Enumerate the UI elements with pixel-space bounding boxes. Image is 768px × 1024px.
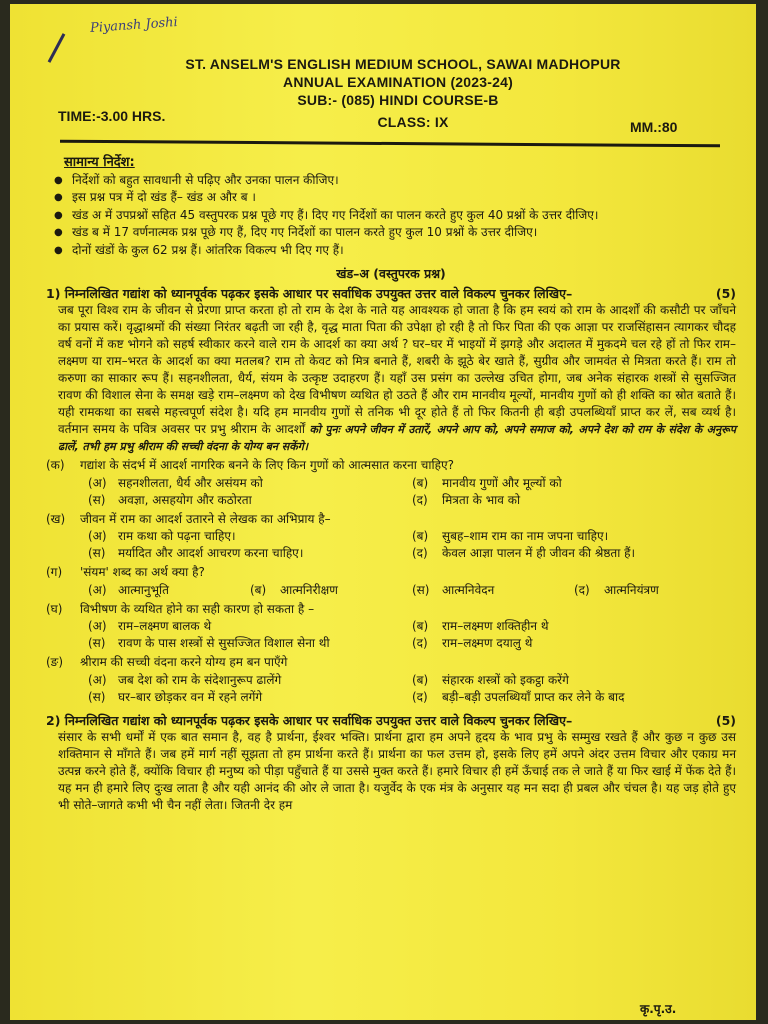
- sub-question-label: (ङ): [46, 655, 64, 669]
- option: [412, 492, 736, 509]
- time-allowed: TIME:-3.00 HRS.: [58, 108, 166, 124]
- option: [412, 545, 736, 562]
- option: [88, 492, 412, 509]
- option-label: (द): [574, 582, 590, 597]
- sub-question-label: (क): [46, 458, 65, 472]
- question-1-text: 1) निम्नलिखित गद्यांश को ध्यानपूर्वक पढ़कर इसके आधार पर सर्वाधिक उपयुक्त उत्तर वाले विकल्प चुनकर लिखिए–: [46, 285, 573, 301]
- option-text: आत्मनिरीक्षण: [280, 582, 338, 597]
- option-text: केवल आज्ञा पालन में ही जीवन की श्रेष्ठता हैं।: [442, 546, 636, 560]
- option-label: (स): [88, 689, 106, 704]
- sub-question-label: (ख): [46, 511, 66, 526]
- question-2-passage: संसार के सभी धर्मों में एक बात समान है, वह है प्रार्थना, ईश्वर भक्ति। प्रार्थना द्वारा हम अपने हृदय के भाव प्रभु के सम्मुख रखते हैं और कुछ न कुछ उस शक्तिमान से माँगते हैं। जब हमें मार्ग नहीं सूझता तो हम प्रार्थना करते हैं। प्रार्थना का फल उत्तम हो, इसके लिए हमें अपने अंदर उत्तम विचार और एकाग्र मन उत्पन्न करने होते हैं, क्योंकि विचार ही मनुष्य को पीड़ा पहुँचाते हैं या उससे मुक्त करते हैं। हमारे विचार ही हमें ऊँचाई तक ले जाते हैं या फिर खाई में फेंक देते हैं। यह मन ही हमारे लिए दुःख लाता है और यही आनंद की ओर ले जाता है। यजुर्वेद के एक मंत्र के अनुसार यह मन सदा ही प्रबल और चंचल है। यह जड़ होते हुए भी सोते–जागते कभी भी चैन नहीं लेता। जितनी देर हम: [58, 730, 736, 812]
- option-text: राम–लक्ष्मण शक्तिहीन थे: [442, 619, 549, 633]
- paper-content: [46, 154, 736, 814]
- option-label: (ब): [412, 475, 429, 490]
- instructions-title: सामान्य निर्देश:: [64, 155, 135, 170]
- option-text: आत्मनिवेदन: [442, 582, 495, 597]
- sub-question: [46, 564, 736, 582]
- sub-question: [46, 511, 736, 529]
- option: [412, 582, 574, 599]
- question-1-passage: [46, 302, 736, 455]
- option: [412, 689, 736, 706]
- passage-text: जब पूरा विश्व राम के जीवन से प्रेरणा प्राप्त करता हो तो राम के देश के नाते यह आवश्यक हो जाता है कि हम स्वयं को राम के आदर्शों की कसौटी पर जाँचने का प्रयास करें। वृद्धाश्रमों की संख्या निरंतर बढ़ती जा रही है, वृद्ध माता पिता की उपेक्षा हो रही है तो फिर पिता की एक आज्ञा पर राजसिंहासन त्यागकर चौदह वर्ष वनों में कष्ट भोगने को सहर्ष स्वीकार करने वाले राम के आदर्श का क्या अर्थ ? घर–घर में भाइयों में झगड़े और अदालत में मुकदमे चल रहे हों तो फिर राम–लक्ष्मण या राम–भरत के आदर्श का क्या मतलब? राम तो केवट को मित्र बनाते हैं, शबरी के झूठे बेर खाते हैं, सुग्रीव और जामवंत से मित्रता करते हैं। राम तो करुणा का साकार रूप हैं। सहनशीलता, धैर्य, संयम के उत्कृष्ट उदाहरण हैं। यहाँ उस प्रसंग का उल्लेख उचित होगा, जब अनेक संहारक शस्त्रों से सुसज्जित रावण की विशाल सेना के समक्ष खड़े राम–लक्ष्मण को देख विभीषण व्यथित हो उठते हैं और राम मानवीय मूल्यों, मानवीय गुणों को ही शक्ति का स्रोत बताते हैं। यही रामकथा का सबसे महत्त्वपूर्ण संदेश है। यदि हम मानवीय गुणों से तनिक भी दूर होते हैं तो फिर कितनी ही बड़ी उपलब्धियाँ प्राप्त कर लें, सब व्यर्थ है। वर्तमान समय के पवित्र अवसर पर प्रभु श्रीराम के आदर्शों: [58, 303, 736, 436]
- question-1-marks: (5): [715, 285, 736, 301]
- option-text: रावण के पास शस्त्रों से सुसज्जित विशाल सेना थी: [118, 636, 330, 650]
- option-label: (स): [88, 492, 106, 507]
- sub-question-label: (ग): [46, 565, 63, 579]
- option: [88, 528, 412, 545]
- option-label: (द): [412, 636, 428, 650]
- instruction-item: ● खंड अ में उपप्रश्नों सहित 45 वस्तुपरक प्रश्न पूछे गए हैं। दिए गए निर्देशों का पालन करते हुए कुल 40 प्रश्नों के उत्तर दीजिए।: [48, 207, 736, 225]
- instruction-item: ● निर्देशों को बहुत सावधानी से पढ़िए और उनका पालन कीजिए।: [48, 172, 736, 190]
- sub-question: [46, 457, 736, 475]
- option-label: (अ): [88, 619, 107, 633]
- option-label: (स): [412, 582, 430, 597]
- option-label: (अ): [88, 582, 107, 597]
- option-text: जब देश को राम के संदेशानुरूप ढालेंगे: [118, 672, 282, 687]
- options-group: [46, 618, 736, 652]
- option: [412, 672, 736, 689]
- options-group: [46, 672, 736, 706]
- sub-question: [46, 654, 736, 672]
- option: [412, 475, 736, 492]
- option-label: (अ): [88, 672, 107, 687]
- page-turn-note: कृ.पृ.उ.: [640, 1002, 677, 1016]
- option: [574, 582, 736, 599]
- sub-question-label: (घ): [46, 601, 63, 616]
- option-text: संहारक शस्त्रों को इकट्ठा करेंगे: [442, 672, 569, 687]
- option-label: (ब): [250, 582, 267, 597]
- option-label: (स): [88, 636, 106, 650]
- sub-question-text: गद्यांश के संदर्भ में आदर्श नागरिक बनने के लिए किन गुणों को आत्मसात करना चाहिए?: [80, 458, 454, 472]
- option-text: घर–बार छोड़कर वन में रहने लगेंगे: [118, 689, 263, 704]
- sub-question-text: जीवन में राम का आदर्श उतारने से लेखक का अभिप्राय है–: [80, 511, 331, 526]
- option-label: (द): [412, 689, 428, 704]
- option: [412, 528, 736, 545]
- option: [88, 582, 250, 599]
- option-text: सुबह–शाम राम का नाम जपना चाहिए।: [442, 529, 609, 543]
- option-text: मानवीय गुणों और मूल्यों को: [442, 475, 562, 490]
- options-group: [46, 582, 736, 599]
- sub-question-text: विभीषण के व्यथित होने का सही कारण हो सकता है –: [80, 601, 315, 616]
- instruction-item: ● खंड ब में 17 वर्णनात्मक प्रश्न पूछे गए हैं, दिए गए निर्देशों का पालन करते हुए कुल 10 प्रश्नों के उत्तर दीजिए।: [48, 224, 736, 242]
- option-label: (अ): [88, 475, 107, 490]
- option: [88, 672, 412, 689]
- option-text: अवज्ञा, असहयोग और कठोरता: [118, 492, 252, 507]
- option: [88, 618, 412, 635]
- school-name: ST. ANSELM'S ENGLISH MEDIUM SCHOOL, SAWAI MADHOPUR: [185, 56, 621, 72]
- section-a-title: खंड–अ (वस्तुपरक प्रश्न): [336, 266, 446, 281]
- exam-title: ANNUAL EXAMINATION (2023-24): [283, 74, 513, 90]
- question-2-heading: [46, 712, 736, 730]
- option-text: मित्रता के भाव को: [442, 492, 521, 507]
- option: [88, 689, 412, 706]
- question-2-marks: (5): [715, 712, 736, 728]
- question-1-heading: [46, 285, 736, 303]
- option-label: (द): [412, 546, 428, 560]
- option-text: राम कथा को पढ़ना चाहिए।: [118, 529, 236, 543]
- option-text: सहनशीलता, धैर्य और असंयम को: [118, 475, 263, 490]
- option-text: राम–लक्ष्मण बालक थे: [118, 619, 212, 633]
- options-group: [46, 475, 736, 509]
- option: [88, 635, 412, 652]
- passage-italic-text: को पुनः अपने जीवन में उतारें, अपने आप को, अपने समाज को, अपने देश को राम के संदेश के अनुरूप ढालें, तभी हम प्रभु श्रीराम की सच्ची वंदना के योग्य बन सकेंगे।: [58, 423, 736, 453]
- option-label: (ब): [412, 619, 429, 633]
- option: [250, 582, 412, 599]
- instruction-item: ● दोनों खंडों के कुल 62 प्रश्न हैं। आंतरिक विकल्प भी दिए गए हैं।: [48, 242, 736, 260]
- option-label: (द): [412, 492, 428, 507]
- option-text: आत्मानुभूति: [118, 582, 169, 597]
- exam-paper: [10, 4, 756, 1020]
- question-2-text: 2) निम्नलिखित गद्यांश को ध्यानपूर्वक पढ़कर इसके आधार पर सर्वाधिक उपयुक्त उत्तर वाले विकल्प चुनकर लिखिए–: [46, 712, 573, 728]
- option: [88, 545, 412, 562]
- sub-question-text: श्रीराम की सच्ची वंदना करने योग्य हम बन पाएँगे: [80, 655, 288, 669]
- option-label: (स): [88, 546, 106, 560]
- option: [412, 618, 736, 635]
- handwritten-name: Piyansh Joshi: [89, 14, 179, 37]
- max-marks: MM.:80: [630, 119, 678, 135]
- class-line: CLASS: IX: [377, 114, 449, 130]
- option-label: (ब): [412, 672, 429, 687]
- header-divider: [60, 140, 720, 148]
- option-text: मर्यादित और आदर्श आचरण करना चाहिए।: [118, 546, 304, 560]
- options-group: [46, 528, 736, 562]
- subject-line: SUB:- (085) HINDI COURSE-B: [297, 92, 499, 108]
- option: [412, 635, 736, 652]
- option-label: (अ): [88, 529, 107, 543]
- option-text: राम–लक्ष्मण दयालु थे: [442, 636, 533, 650]
- sub-question: [46, 601, 736, 619]
- option: [88, 475, 412, 492]
- sub-question-text: 'संयम' शब्द का अर्थ क्या है?: [80, 565, 205, 579]
- option-label: (ब): [412, 529, 429, 543]
- instruction-item: ● इस प्रश्न पत्र में दो खंड हैं– खंड अ और ब ।: [48, 189, 736, 207]
- option-text: बड़ी–बड़ी उपलब्धियाँ प्राप्त कर लेने के बाद: [442, 689, 625, 704]
- option-text: आत्मनियंत्रण: [604, 582, 659, 597]
